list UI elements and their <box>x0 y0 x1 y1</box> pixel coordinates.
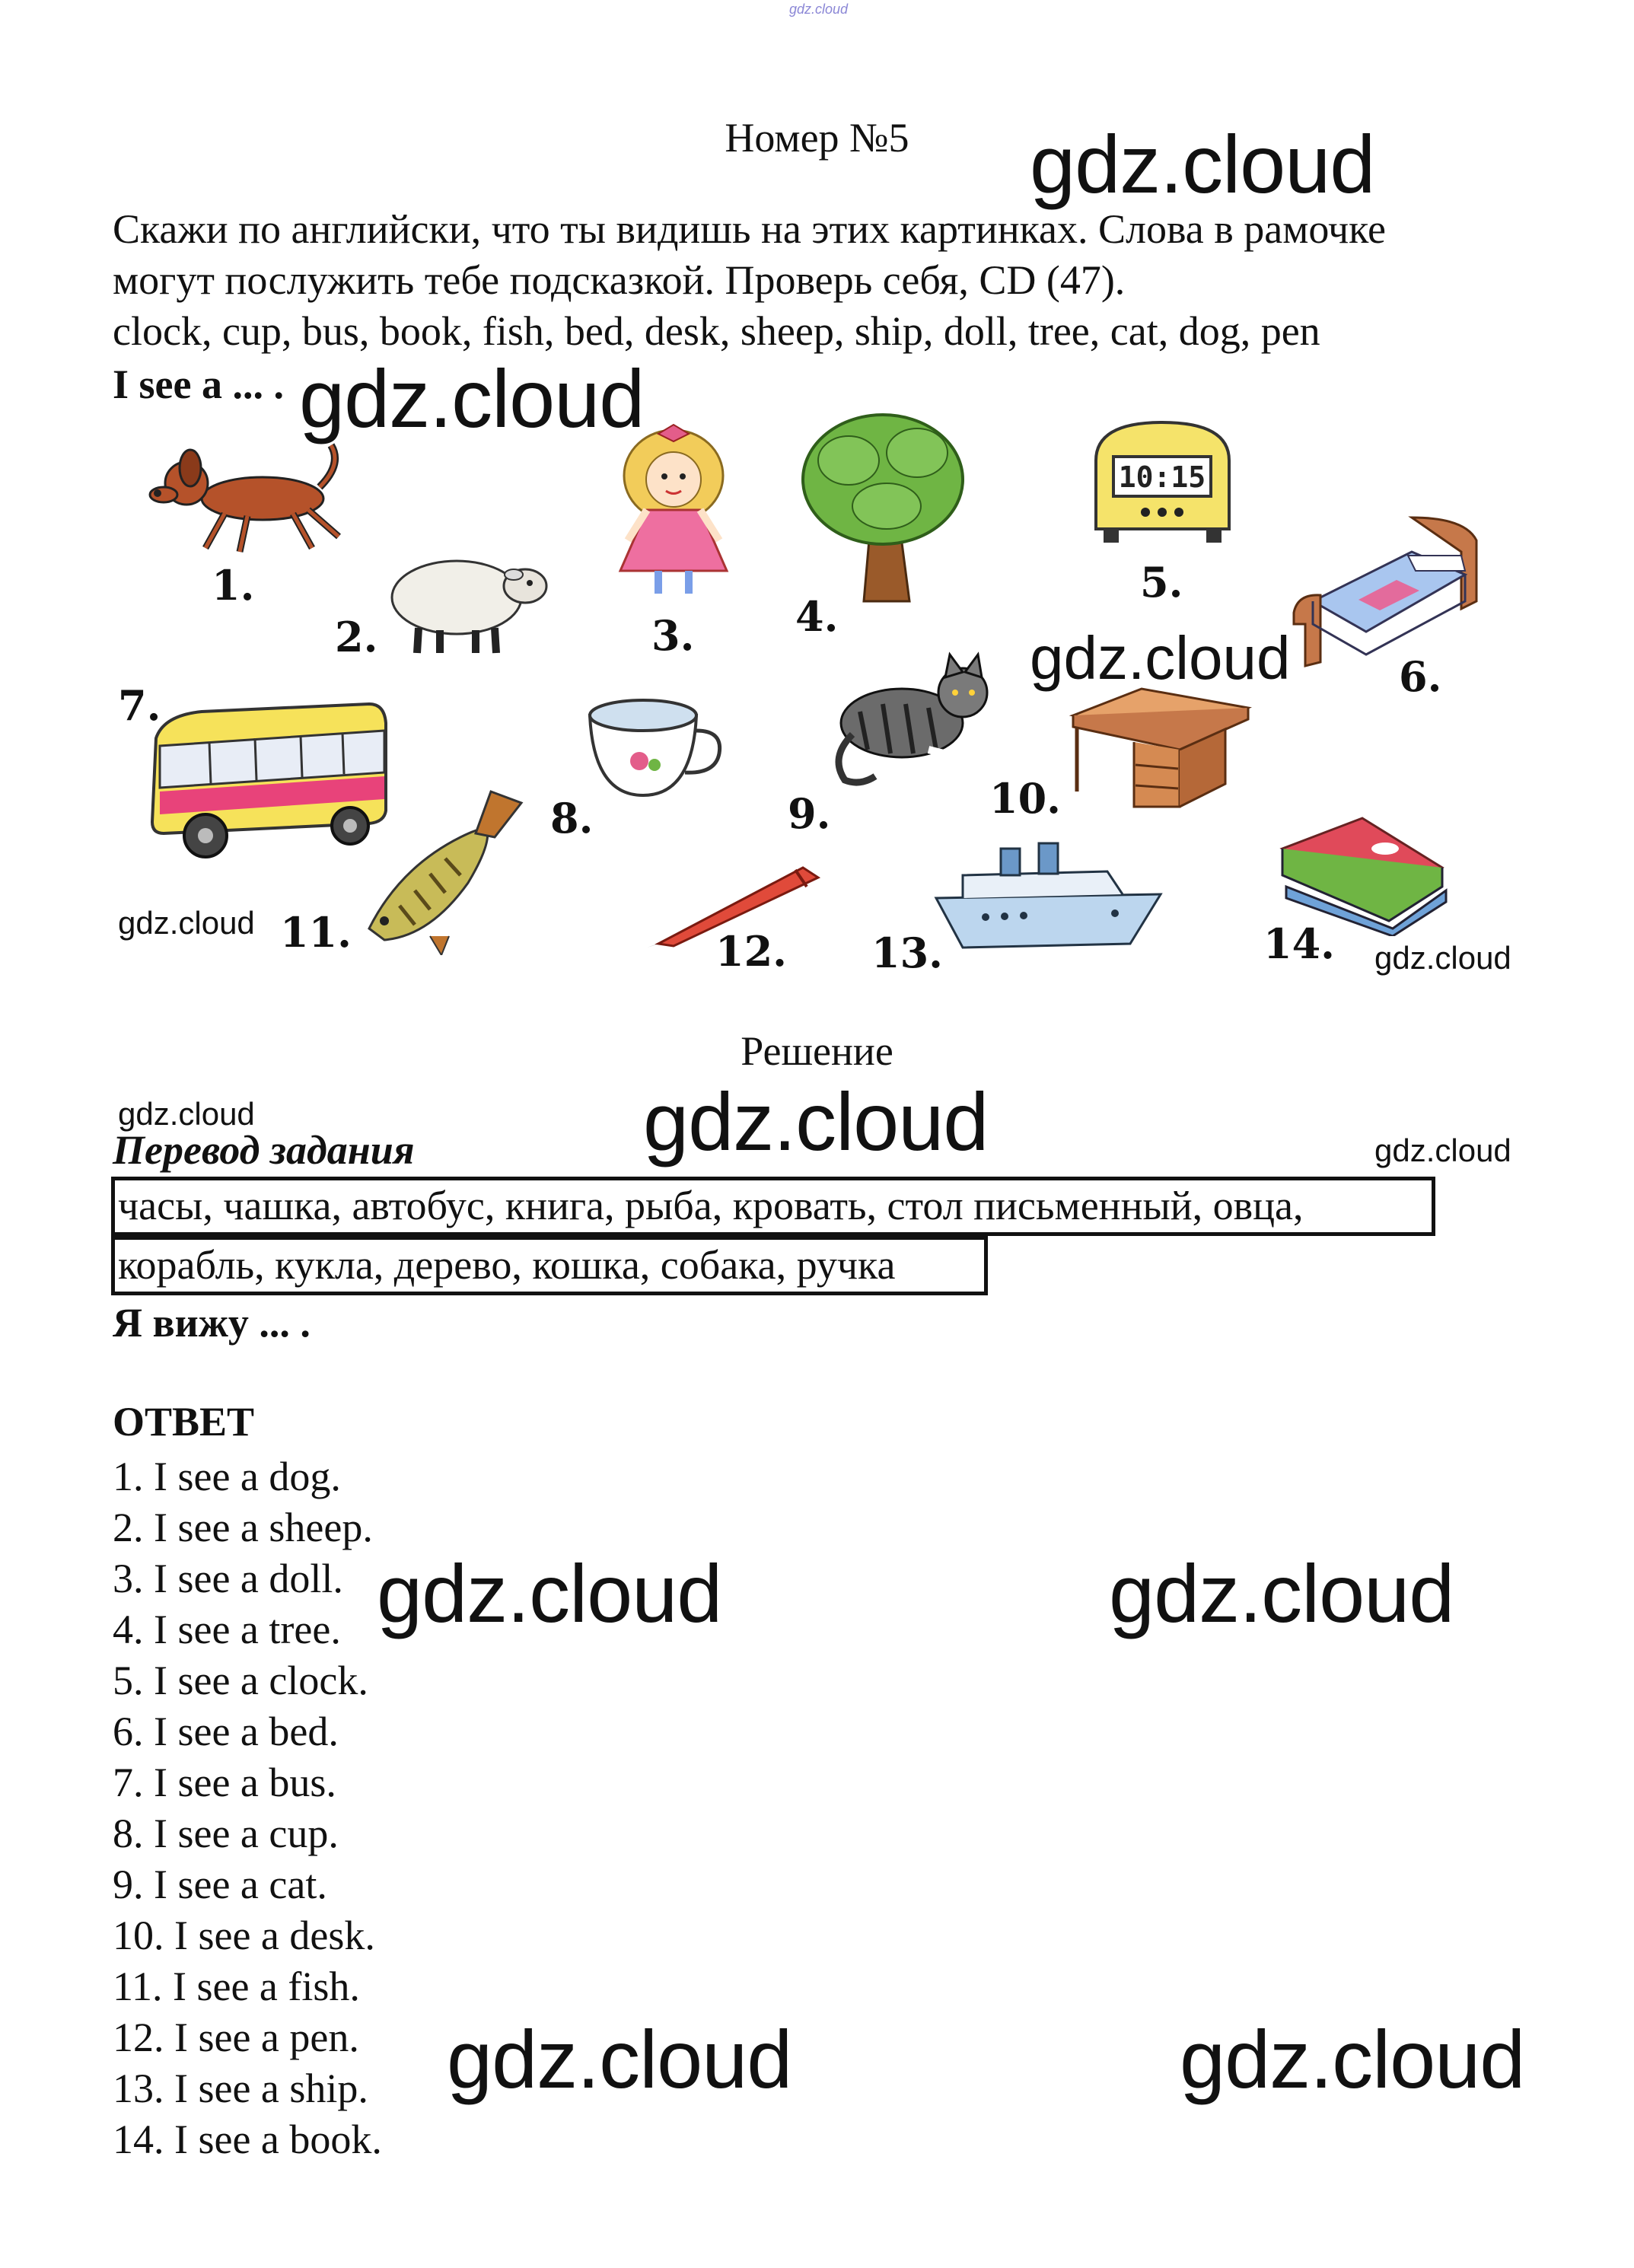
picture-number: 11. <box>280 908 352 957</box>
desk-picture <box>1065 685 1252 811</box>
dog-picture <box>148 441 369 556</box>
answer-line: 1. I see a dog. <box>113 1454 341 1499</box>
word-box-text: корабль, кукла, дерево, кошка, собака, ручка <box>118 1242 896 1288</box>
watermark: gdz.cloud <box>1374 940 1511 976</box>
picture-number: 14. <box>1263 919 1335 968</box>
answer-line: 10. I see a desk. <box>113 1913 375 1958</box>
translation-heading: Перевод задания <box>113 1127 415 1173</box>
picture-number: 7. <box>118 681 161 730</box>
picture-number: 13. <box>871 929 943 977</box>
word-box-line-1 <box>111 1177 1435 1236</box>
answer-line: 6. I see a bed. <box>113 1709 339 1754</box>
picture-number: 5. <box>1140 558 1183 607</box>
fish-picture <box>354 784 525 955</box>
picture-number: 1. <box>212 561 255 610</box>
word-box-line-2 <box>111 1236 988 1295</box>
word-list: clock, cup, bus, book, fish, bed, desk, sheep, ship, doll, tree, cat, dog, pen <box>113 308 1320 354</box>
picture-number: 6. <box>1399 652 1442 701</box>
answer-line: 3. I see a doll. <box>113 1556 343 1601</box>
picture-area <box>0 0 1634 989</box>
answer-line: 8. I see a cup. <box>113 1811 339 1856</box>
clock-picture <box>1085 415 1241 548</box>
picture-number: 9. <box>788 789 831 838</box>
answer-line: 11. I see a fish. <box>113 1964 360 2009</box>
watermark: gdz.cloud <box>643 1075 989 1167</box>
book-picture <box>1279 814 1450 936</box>
picture-number: 12. <box>715 927 787 976</box>
sheep-picture <box>381 548 556 655</box>
bed-picture <box>1290 510 1480 677</box>
answer-line: 2. I see a sheep. <box>113 1505 373 1550</box>
doll-picture <box>597 419 750 601</box>
watermark: gdz.cloud <box>377 1547 722 1639</box>
answer-line: 5. I see a clock. <box>113 1658 368 1703</box>
translation-prompt: Я вижу ... . <box>113 1300 311 1346</box>
watermark: gdz.cloud <box>1030 118 1375 210</box>
answer-heading: ОТВЕТ <box>113 1399 255 1445</box>
watermark: gdz.cloud <box>118 905 255 941</box>
solution-heading: Решение <box>741 1028 893 1074</box>
word-box-text: часы, чашка, автобус, книга, рыба, кровать, стол письменный, овца, <box>118 1183 1304 1228</box>
watermark: gdz.cloud <box>1374 1132 1511 1168</box>
cat-picture <box>830 651 1005 788</box>
cup-picture <box>582 689 723 803</box>
watermark: gdz.cloud <box>447 2013 792 2105</box>
clock-time: 10:15 <box>1118 460 1206 494</box>
answer-line: 13. I see a ship. <box>113 2066 368 2111</box>
watermark: gdz.cloud <box>118 1096 255 1132</box>
page-title: Номер №5 <box>725 115 909 161</box>
watermark: gdz.cloud <box>299 352 645 444</box>
watermark: gdz.cloud <box>1109 1547 1454 1639</box>
picture-number: 4. <box>795 592 839 641</box>
tree-picture <box>795 407 970 609</box>
answer-line: 9. I see a cat. <box>113 1862 327 1907</box>
picture-number: 8. <box>550 794 594 843</box>
picture-number: 10. <box>989 774 1061 823</box>
answer-line: 12. I see a pen. <box>113 2015 359 2060</box>
picture-number: 3. <box>651 611 695 660</box>
answer-line: 7. I see a bus. <box>113 1760 336 1805</box>
watermark: gdz.cloud <box>1030 624 1291 692</box>
picture-number: 2. <box>335 613 378 661</box>
task-line-1: Скажи по английски, что ты видишь на этих картинках. Слова в рамочке <box>113 206 1386 252</box>
task-prompt: I see a ... . <box>113 362 284 407</box>
answer-line: 4. I see a tree. <box>113 1607 341 1652</box>
answer-line: 14. I see a book. <box>113 2117 382 2162</box>
ship-picture <box>932 830 1164 951</box>
top-watermark: gdz.cloud <box>789 2 849 17</box>
watermark: gdz.cloud <box>1180 2013 1525 2105</box>
task-line-2: могут послужить тебе подсказкой. Проверь себя, CD (47). <box>113 257 1126 303</box>
